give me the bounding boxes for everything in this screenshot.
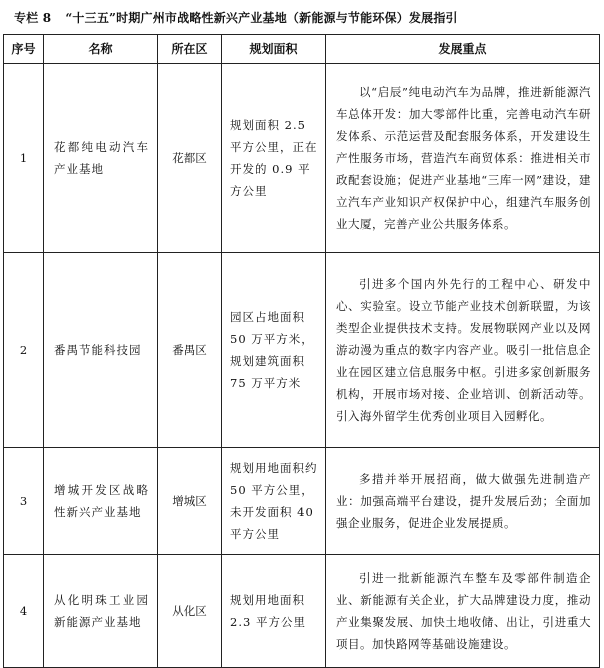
guideline-table xyxy=(3,34,600,668)
row-district: 番禺区 xyxy=(158,253,222,448)
header-num: 序号 xyxy=(4,35,44,64)
row-district: 花都区 xyxy=(158,64,222,253)
header-row xyxy=(4,35,600,64)
row-name: 增城开发区战略性新兴产业基地 xyxy=(44,448,158,555)
title-text: “十三五”时期广州市战略性新兴产业基地（新能源与节能环保）发展指引 xyxy=(65,11,458,25)
column-label: 专栏 8 xyxy=(14,11,52,25)
table-row xyxy=(4,64,600,253)
row-focus: 引进多个国内外先行的工程中心、研发中心、实验室。设立节能产业技术创新联盟，为该类型企业提供技术支持。发展物联网产业以及网游动漫为重点的数字内容产业。吸引一批信息企业在园区建立信息服务中枢。引进多家创新服务机构，开展市场对接、企业培训、创新活动等。引入海外留学生优秀创业项目入园孵化。 xyxy=(326,253,600,448)
row-num: 2 xyxy=(4,253,44,448)
table-row xyxy=(4,253,600,448)
row-area: 规划用地面积约 50 平方公里，未开发面积 40 平方公里 xyxy=(222,448,326,555)
row-area: 规划用地面积 2.3 平方公里 xyxy=(222,555,326,668)
row-num: 3 xyxy=(4,448,44,555)
row-area: 园区占地面积 50 万平方米，规划建筑面积 75 万平方米 xyxy=(222,253,326,448)
row-focus: 多措并举开展招商，做大做强先进制造产业：加强高端平台建设，提升发展后劲；全面加强企业服务，促进企业发展提质。 xyxy=(326,448,600,555)
row-focus: 引进一批新能源汽车整车及零部件制造企业、新能源有关企业，扩大品牌建设力度，推动产业集聚发展、加快土地收储、出让，引进重大项目。加快路网等基础设施建设。 xyxy=(326,555,600,668)
table-row xyxy=(4,448,600,555)
row-focus: 以“启辰”纯电动汽车为品牌，推进新能源汽车总体开发：加大零部件比重，完善电动汽车研发体系、示范运营及配套服务体系，开发建设生产性服务市场，营造汽车商贸体系：推进相关市政配套设施；促进产业基地“三库一网”建设，建立汽车产业知识产权保护中心，组建汽车服务创业大厦，完善产业公共服务体系。 xyxy=(326,64,600,253)
row-district: 增城区 xyxy=(158,448,222,555)
header-district: 所在区 xyxy=(158,35,222,64)
header-area: 规划面积 xyxy=(222,35,326,64)
header-name: 名称 xyxy=(44,35,158,64)
table-title xyxy=(14,9,458,26)
header-focus: 发展重点 xyxy=(326,35,600,64)
row-name: 从化明珠工业园新能源产业基地 xyxy=(44,555,158,668)
row-area: 规划面积 2.5 平方公里，正在开发的 0.9 平方公里 xyxy=(222,64,326,253)
row-district: 从化区 xyxy=(158,555,222,668)
row-name: 花都纯电动汽车产业基地 xyxy=(44,64,158,253)
table-row xyxy=(4,555,600,668)
row-num: 1 xyxy=(4,64,44,253)
row-num: 4 xyxy=(4,555,44,668)
row-name: 番禺节能科技园 xyxy=(44,253,158,448)
